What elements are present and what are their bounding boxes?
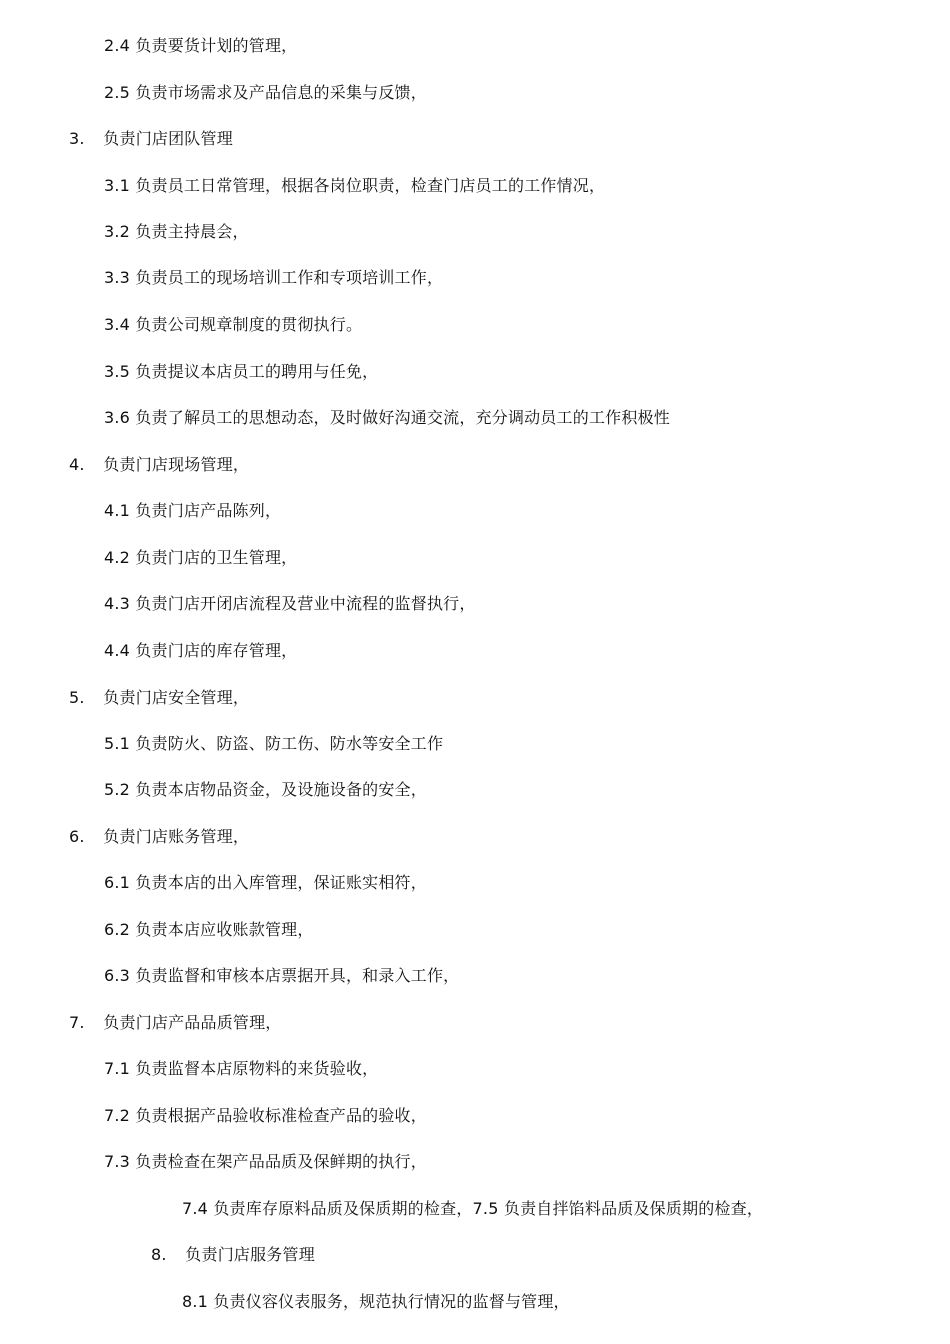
list-item (104, 268, 443, 288)
section-text: 负责门店安全管理， (103, 688, 250, 707)
item-number: 3.2 (104, 222, 131, 241)
list-item (104, 1152, 427, 1172)
item-number: 8.1 (182, 1292, 209, 1311)
item-text: 负责门店的库存管理， (135, 641, 298, 660)
list-item (104, 920, 314, 940)
section-number: 8. (151, 1245, 167, 1264)
item-text: 负责仪容仪表服务，规范执行情况的监督与管理， (213, 1292, 570, 1311)
item-number: 4.3 (104, 594, 131, 613)
item-text: 负责库存原料品质及保质期的检查，7.5 负责自拌馅料品质及保质期的检查， (213, 1199, 764, 1218)
item-number: 3.6 (104, 408, 131, 427)
item-number: 7.4 (182, 1199, 209, 1218)
item-text: 负责根据产品验收标准检查产品的验收， (135, 1106, 427, 1125)
list-item (104, 83, 427, 103)
list-item (104, 734, 443, 754)
item-number: 2.5 (104, 83, 131, 102)
item-text: 负责了解员工的思想动态，及时做好沟通交流，充分调动员工的工作积极性 (135, 408, 670, 427)
item-number: 3.5 (104, 362, 131, 381)
list-item (104, 873, 427, 893)
section-heading (151, 1245, 315, 1265)
list-item (104, 362, 378, 382)
item-number: 5.2 (104, 780, 131, 799)
item-text: 负责监督本店原物料的来货验收， (135, 1059, 379, 1078)
list-item (104, 408, 670, 428)
item-text: 负责员工的现场培训工作和专项培训工作， (135, 268, 444, 287)
list-item (104, 315, 362, 335)
item-text: 负责门店产品陈列， (135, 501, 282, 520)
item-number: 3.1 (104, 176, 131, 195)
item-text: 负责要货计划的管理， (135, 36, 298, 55)
item-text: 负责本店物品资金，及设施设备的安全， (135, 780, 427, 799)
item-text: 负责员工日常管理，根据各岗位职责，检查门店员工的工作情况， (135, 176, 606, 195)
section-heading (69, 1013, 282, 1033)
item-text: 负责市场需求及产品信息的采集与反馈， (135, 83, 427, 102)
section-number: 6. (69, 827, 85, 846)
section-heading (69, 827, 249, 847)
item-number: 7.1 (104, 1059, 131, 1078)
item-number: 4.4 (104, 641, 131, 660)
section-number: 7. (69, 1013, 85, 1032)
item-text: 负责检查在架产品品质及保鲜期的执行， (135, 1152, 427, 1171)
item-number: 6.1 (104, 873, 131, 892)
list-item (104, 594, 476, 614)
item-number: 7.2 (104, 1106, 131, 1125)
list-item (104, 641, 297, 661)
item-number: 2.4 (104, 36, 131, 55)
list-item (182, 1292, 570, 1312)
list-item (104, 1106, 427, 1126)
item-text: 负责门店开闭店流程及营业中流程的监督执行， (135, 594, 476, 613)
section-heading (69, 455, 249, 475)
item-text: 负责监督和审核本店票据开具，和录入工作， (135, 966, 460, 985)
list-item (104, 780, 427, 800)
item-number: 3.4 (104, 315, 131, 334)
list-item (104, 966, 459, 986)
section-text: 负责门店服务管理 (185, 1245, 315, 1264)
item-text: 负责本店应收账款管理， (135, 920, 314, 939)
list-item (182, 1199, 763, 1219)
item-text: 负责提议本店员工的聘用与任免， (135, 362, 379, 381)
item-number: 7.3 (104, 1152, 131, 1171)
section-number: 3. (69, 129, 85, 148)
item-number: 6.3 (104, 966, 131, 985)
section-text: 负责门店团队管理 (103, 129, 233, 148)
item-number: 3.3 (104, 268, 131, 287)
item-text: 负责本店的出入库管理，保证账实相符， (135, 873, 427, 892)
list-item (104, 36, 297, 56)
item-text: 负责防火、防盗、防工伤、防水等安全工作 (135, 734, 444, 753)
item-number: 5.1 (104, 734, 131, 753)
list-item (104, 1059, 378, 1079)
item-number: 4.1 (104, 501, 131, 520)
item-text: 负责主持晨会， (135, 222, 249, 241)
section-number: 4. (69, 455, 85, 474)
section-number: 5. (69, 688, 85, 707)
section-heading (69, 129, 233, 149)
section-text: 负责门店现场管理， (103, 455, 250, 474)
list-item (104, 176, 605, 196)
section-text: 负责门店产品品质管理， (103, 1013, 282, 1032)
item-text: 负责公司规章制度的贯彻执行。 (135, 315, 363, 334)
item-text: 负责门店的卫生管理， (135, 548, 298, 567)
section-heading (69, 688, 249, 708)
item-number: 6.2 (104, 920, 131, 939)
list-item (104, 501, 281, 521)
item-number: 4.2 (104, 548, 131, 567)
section-text: 负责门店账务管理， (103, 827, 250, 846)
list-item (104, 548, 297, 568)
list-item (104, 222, 249, 242)
